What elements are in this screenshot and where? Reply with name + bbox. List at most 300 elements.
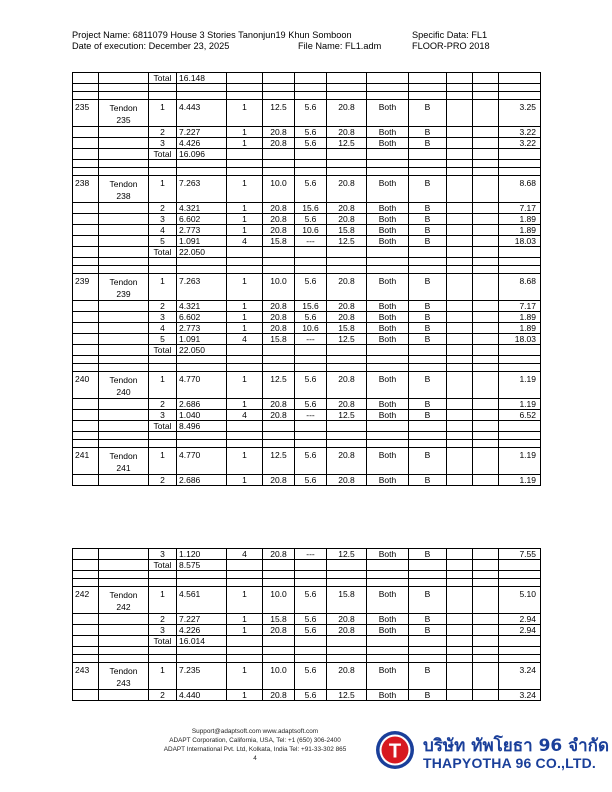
- cell-blank-a: [447, 614, 473, 625]
- cell-type: B: [409, 312, 447, 323]
- cell-span: 3: [149, 625, 177, 636]
- empty-cell: [73, 571, 99, 579]
- empty-cell: [499, 92, 541, 100]
- cell-value: 1.89: [499, 225, 541, 236]
- cell-height-start: 20.8: [263, 127, 295, 138]
- empty-cell: [473, 579, 499, 587]
- empty-cell: [73, 579, 99, 587]
- cell-span: 3: [149, 312, 177, 323]
- cell-height-start: [263, 345, 295, 356]
- table-row: [73, 149, 541, 160]
- cell-height-end: [327, 149, 367, 160]
- cell-length: 1.091: [177, 236, 227, 247]
- cell-side: Both: [367, 225, 409, 236]
- cell-side: Both: [367, 372, 409, 399]
- table-row: [73, 225, 541, 236]
- cell-side: Both: [367, 312, 409, 323]
- cell-blank-a: [447, 663, 473, 690]
- cell-length: 2.773: [177, 225, 227, 236]
- cell-type: B: [409, 236, 447, 247]
- cell-side: Both: [367, 100, 409, 127]
- cell-tendon-no: [73, 475, 99, 486]
- cell-count: [227, 73, 263, 84]
- cell-count: 1: [227, 475, 263, 486]
- cell-height-mid: 5.6: [295, 274, 327, 301]
- cell-type: B: [409, 410, 447, 421]
- cell-tendon-label: [99, 625, 149, 636]
- cell-side: Both: [367, 138, 409, 149]
- cell-blank-a: [447, 138, 473, 149]
- spacer-row: [73, 258, 541, 266]
- empty-cell: [295, 579, 327, 587]
- cell-blank-b: [473, 323, 499, 334]
- cell-span: 2: [149, 127, 177, 138]
- cell-tendon-label: [99, 334, 149, 345]
- cell-side: Both: [367, 334, 409, 345]
- cell-length: 1.120: [177, 549, 227, 560]
- cell-side: [367, 421, 409, 432]
- cell-side: Both: [367, 410, 409, 421]
- cell-side: [367, 560, 409, 571]
- empty-cell: [473, 258, 499, 266]
- cell-count: 4: [227, 410, 263, 421]
- cell-tendon-no: [73, 625, 99, 636]
- cell-tendon-label: [99, 100, 149, 127]
- cell-height-mid: 5.6: [295, 312, 327, 323]
- cell-length: 4.770: [177, 372, 227, 399]
- spacer-row: [73, 266, 541, 274]
- empty-cell: [295, 440, 327, 448]
- cell-height-start: 20.8: [263, 410, 295, 421]
- cell-blank-a: [447, 345, 473, 356]
- cell-span: Total: [149, 247, 177, 258]
- cell-height-mid: 5.6: [295, 176, 327, 203]
- cell-span: 3: [149, 410, 177, 421]
- empty-cell: [263, 168, 295, 176]
- cell-height-start: 10.0: [263, 176, 295, 203]
- empty-cell: [177, 168, 227, 176]
- cell-blank-b: [473, 274, 499, 301]
- empty-cell: [263, 647, 295, 655]
- cell-blank-b: [473, 690, 499, 701]
- empty-cell: [263, 432, 295, 440]
- cell-length: 22.050: [177, 345, 227, 356]
- footer-india: ADAPT International Pvt. Ltd, Kolkata, India Tel: +91-33-302 865: [163, 746, 347, 753]
- empty-cell: [73, 84, 99, 92]
- empty-cell: [177, 92, 227, 100]
- cell-height-mid: 5.6: [295, 625, 327, 636]
- cell-blank-a: [447, 100, 473, 127]
- cell-value: [499, 345, 541, 356]
- cell-blank-b: [473, 399, 499, 410]
- specific-data: Specific Data: FL1: [412, 30, 488, 40]
- cell-height-start: 12.5: [263, 448, 295, 475]
- footer-usa: ADAPT Corporation, California, USA, Tel: +1 (650) 306-2400: [169, 737, 341, 744]
- cell-length: 7.263: [177, 176, 227, 203]
- cell-height-mid: 5.6: [295, 690, 327, 701]
- cell-value: 8.68: [499, 274, 541, 301]
- spacer-row: [73, 364, 541, 372]
- cell-blank-b: [473, 410, 499, 421]
- empty-cell: [263, 84, 295, 92]
- cell-height-end: 20.8: [327, 214, 367, 225]
- empty-cell: [73, 432, 99, 440]
- cell-type: B: [409, 663, 447, 690]
- cell-value: 7.17: [499, 301, 541, 312]
- cell-height-mid: 5.6: [295, 614, 327, 625]
- cell-tendon-no: [73, 399, 99, 410]
- cell-type: [409, 73, 447, 84]
- cell-height-mid: [295, 636, 327, 647]
- cell-length: 4.321: [177, 301, 227, 312]
- empty-cell: [367, 432, 409, 440]
- cell-tendon-label: [99, 475, 149, 486]
- cell-tendon-label: [99, 203, 149, 214]
- empty-cell: [227, 160, 263, 168]
- empty-cell: [263, 655, 295, 663]
- empty-cell: [227, 579, 263, 587]
- cell-blank-b: [473, 345, 499, 356]
- tendon-label-word: Tendon: [109, 451, 138, 461]
- cell-height-start: 20.8: [263, 690, 295, 701]
- empty-cell: [99, 432, 149, 440]
- cell-height-mid: ---: [295, 236, 327, 247]
- cell-height-end: [327, 636, 367, 647]
- cell-blank-b: [473, 549, 499, 560]
- cell-tendon-label: [99, 399, 149, 410]
- cell-length: 1.040: [177, 410, 227, 421]
- cell-count: [227, 560, 263, 571]
- company-logo-icon: [375, 730, 415, 770]
- cell-blank-a: [447, 372, 473, 399]
- empty-cell: [447, 84, 473, 92]
- empty-cell: [177, 432, 227, 440]
- empty-cell: [409, 571, 447, 579]
- cell-height-mid: 10.6: [295, 323, 327, 334]
- company-thai-name: บริษัท ทัพโยธา 96 จำกัด: [423, 736, 610, 756]
- cell-height-mid: 5.6: [295, 448, 327, 475]
- empty-cell: [149, 655, 177, 663]
- empty-cell: [177, 356, 227, 364]
- cell-type: B: [409, 334, 447, 345]
- cell-value: [499, 421, 541, 432]
- cell-span: 1: [149, 372, 177, 399]
- cell-type: B: [409, 625, 447, 636]
- empty-cell: [149, 440, 177, 448]
- footer-support: Support@adaptsoft.com www.adaptsoft.com: [191, 728, 319, 735]
- empty-cell: [263, 266, 295, 274]
- cell-count: 1: [227, 127, 263, 138]
- empty-cell: [73, 258, 99, 266]
- cell-blank-a: [447, 587, 473, 614]
- empty-cell: [227, 440, 263, 448]
- empty-cell: [499, 258, 541, 266]
- cell-height-start: 20.8: [263, 549, 295, 560]
- cell-tendon-no: [73, 410, 99, 421]
- cell-length: 2.686: [177, 475, 227, 486]
- cell-tendon-label: [99, 549, 149, 560]
- empty-cell: [99, 258, 149, 266]
- empty-cell: [367, 356, 409, 364]
- cell-blank-a: [447, 448, 473, 475]
- cell-value: 1.19: [499, 448, 541, 475]
- empty-cell: [327, 160, 367, 168]
- empty-cell: [473, 440, 499, 448]
- cell-blank-b: [473, 614, 499, 625]
- cell-tendon-label: [99, 663, 149, 690]
- cell-span: Total: [149, 636, 177, 647]
- empty-cell: [263, 92, 295, 100]
- cell-side: [367, 149, 409, 160]
- tendon-label-number: 242: [116, 602, 131, 612]
- cell-tendon-label: [99, 176, 149, 203]
- empty-cell: [499, 84, 541, 92]
- cell-tendon-no: [73, 73, 99, 84]
- empty-cell: [149, 168, 177, 176]
- cell-tendon-no: [73, 345, 99, 356]
- empty-cell: [227, 92, 263, 100]
- project-name: Project Name: 6811079 House 3 Stories Tanonjun19 Khun Somboon: [72, 30, 352, 40]
- cell-length: 2.686: [177, 399, 227, 410]
- empty-cell: [327, 258, 367, 266]
- cell-count: 4: [227, 549, 263, 560]
- table-row: [73, 73, 541, 84]
- empty-cell: [499, 440, 541, 448]
- empty-cell: [295, 168, 327, 176]
- cell-span: 4: [149, 225, 177, 236]
- cell-length: 4.321: [177, 203, 227, 214]
- table-row: [73, 301, 541, 312]
- cell-count: 1: [227, 274, 263, 301]
- cell-height-start: 20.8: [263, 399, 295, 410]
- software-version: FLOOR-PRO 2018: [412, 41, 490, 51]
- empty-cell: [263, 160, 295, 168]
- cell-length: 8.575: [177, 560, 227, 571]
- empty-cell: [327, 440, 367, 448]
- cell-value: [499, 636, 541, 647]
- cell-value: 7.55: [499, 549, 541, 560]
- cell-span: 1: [149, 176, 177, 203]
- empty-cell: [295, 364, 327, 372]
- empty-cell: [73, 356, 99, 364]
- cell-blank-b: [473, 421, 499, 432]
- cell-value: 2.94: [499, 625, 541, 636]
- cell-height-end: 20.8: [327, 372, 367, 399]
- cell-side: Both: [367, 625, 409, 636]
- empty-cell: [149, 84, 177, 92]
- empty-cell: [73, 364, 99, 372]
- cell-tendon-label: [99, 73, 149, 84]
- cell-blank-b: [473, 203, 499, 214]
- empty-cell: [227, 258, 263, 266]
- cell-value: 8.68: [499, 176, 541, 203]
- cell-span: 1: [149, 274, 177, 301]
- cell-tendon-label: [99, 410, 149, 421]
- cell-count: [227, 345, 263, 356]
- cell-value: 3.24: [499, 663, 541, 690]
- cell-tendon-no: [73, 138, 99, 149]
- cell-value: 7.17: [499, 203, 541, 214]
- cell-height-end: 20.8: [327, 203, 367, 214]
- empty-cell: [473, 571, 499, 579]
- cell-span: 1: [149, 100, 177, 127]
- cell-side: [367, 247, 409, 258]
- cell-height-mid: 15.6: [295, 203, 327, 214]
- empty-cell: [409, 168, 447, 176]
- empty-cell: [149, 432, 177, 440]
- table-row: [73, 100, 541, 127]
- empty-cell: [409, 364, 447, 372]
- cell-tendon-no: [73, 225, 99, 236]
- cell-count: 1: [227, 312, 263, 323]
- cell-value: [499, 149, 541, 160]
- cell-span: 1: [149, 448, 177, 475]
- empty-cell: [473, 655, 499, 663]
- empty-cell: [149, 647, 177, 655]
- empty-cell: [99, 160, 149, 168]
- cell-height-mid: [295, 149, 327, 160]
- cell-value: 1.19: [499, 399, 541, 410]
- cell-span: 1: [149, 663, 177, 690]
- cell-side: Both: [367, 587, 409, 614]
- cell-length: 4.770: [177, 448, 227, 475]
- company-english-name: THAPYOTHA 96 CO.,LTD.: [423, 755, 596, 771]
- empty-cell: [327, 364, 367, 372]
- empty-cell: [149, 356, 177, 364]
- cell-type: B: [409, 203, 447, 214]
- empty-cell: [473, 364, 499, 372]
- cell-count: 1: [227, 203, 263, 214]
- cell-type: [409, 560, 447, 571]
- tendon-label-number: 238: [116, 191, 131, 201]
- cell-type: B: [409, 100, 447, 127]
- cell-count: 1: [227, 176, 263, 203]
- empty-cell: [409, 92, 447, 100]
- cell-value: [499, 73, 541, 84]
- empty-cell: [73, 655, 99, 663]
- empty-cell: [367, 258, 409, 266]
- cell-blank-b: [473, 663, 499, 690]
- empty-cell: [499, 168, 541, 176]
- cell-tendon-label: [99, 372, 149, 399]
- cell-length: 16.148: [177, 73, 227, 84]
- cell-height-mid: [295, 560, 327, 571]
- empty-cell: [367, 571, 409, 579]
- empty-cell: [73, 92, 99, 100]
- cell-span: 2: [149, 301, 177, 312]
- tendon-label-number: 239: [116, 289, 131, 299]
- cell-height-start: 20.8: [263, 625, 295, 636]
- table-row: [73, 475, 541, 486]
- empty-cell: [499, 364, 541, 372]
- spacer-row: [73, 647, 541, 655]
- cell-type: B: [409, 448, 447, 475]
- cell-tendon-no: [73, 214, 99, 225]
- cell-height-end: 20.8: [327, 614, 367, 625]
- cell-count: 1: [227, 587, 263, 614]
- empty-cell: [327, 168, 367, 176]
- tendon-table-top: [72, 72, 541, 486]
- empty-cell: [499, 655, 541, 663]
- cell-height-start: 20.8: [263, 475, 295, 486]
- cell-height-mid: ---: [295, 334, 327, 345]
- cell-count: 1: [227, 625, 263, 636]
- empty-cell: [367, 160, 409, 168]
- empty-cell: [177, 160, 227, 168]
- cell-tendon-label: [99, 236, 149, 247]
- empty-cell: [295, 84, 327, 92]
- empty-cell: [227, 571, 263, 579]
- cell-type: B: [409, 372, 447, 399]
- tendon-label-word: Tendon: [109, 666, 138, 676]
- cell-height-end: 12.5: [327, 334, 367, 345]
- cell-height-mid: [295, 247, 327, 258]
- empty-cell: [327, 92, 367, 100]
- empty-cell: [409, 655, 447, 663]
- cell-count: 1: [227, 301, 263, 312]
- table-row: [73, 625, 541, 636]
- empty-cell: [447, 432, 473, 440]
- cell-height-mid: 5.6: [295, 138, 327, 149]
- cell-blank-a: [447, 475, 473, 486]
- empty-cell: [177, 258, 227, 266]
- cell-value: 1.89: [499, 214, 541, 225]
- empty-cell: [295, 266, 327, 274]
- cell-blank-b: [473, 176, 499, 203]
- empty-cell: [99, 440, 149, 448]
- cell-tendon-no: [73, 323, 99, 334]
- cell-height-start: 20.8: [263, 138, 295, 149]
- cell-height-end: 20.8: [327, 312, 367, 323]
- cell-blank-a: [447, 149, 473, 160]
- empty-cell: [327, 84, 367, 92]
- cell-tendon-no: [73, 247, 99, 258]
- cell-height-start: 10.0: [263, 587, 295, 614]
- cell-tendon-no: [73, 690, 99, 701]
- cell-type: B: [409, 225, 447, 236]
- empty-cell: [177, 364, 227, 372]
- cell-tendon-no: [73, 149, 99, 160]
- cell-side: [367, 73, 409, 84]
- empty-cell: [409, 266, 447, 274]
- cell-count: 1: [227, 372, 263, 399]
- cell-blank-a: [447, 410, 473, 421]
- empty-cell: [367, 579, 409, 587]
- empty-cell: [409, 160, 447, 168]
- cell-blank-b: [473, 138, 499, 149]
- table-row: [73, 127, 541, 138]
- empty-cell: [99, 168, 149, 176]
- empty-cell: [149, 364, 177, 372]
- empty-cell: [227, 356, 263, 364]
- cell-blank-a: [447, 549, 473, 560]
- file-name: File Name: FL1.adm: [298, 41, 382, 51]
- cell-value: 3.25: [499, 100, 541, 127]
- table-row: [73, 274, 541, 301]
- empty-cell: [367, 364, 409, 372]
- cell-side: Both: [367, 236, 409, 247]
- empty-cell: [73, 160, 99, 168]
- cell-blank-b: [473, 448, 499, 475]
- table-row: [73, 636, 541, 647]
- tendon-label-word: Tendon: [109, 375, 138, 385]
- table-row: [73, 236, 541, 247]
- cell-length: 22.050: [177, 247, 227, 258]
- tendon-label-word: Tendon: [109, 103, 138, 113]
- cell-value: 3.22: [499, 127, 541, 138]
- cell-height-end: 12.5: [327, 236, 367, 247]
- cell-height-start: [263, 421, 295, 432]
